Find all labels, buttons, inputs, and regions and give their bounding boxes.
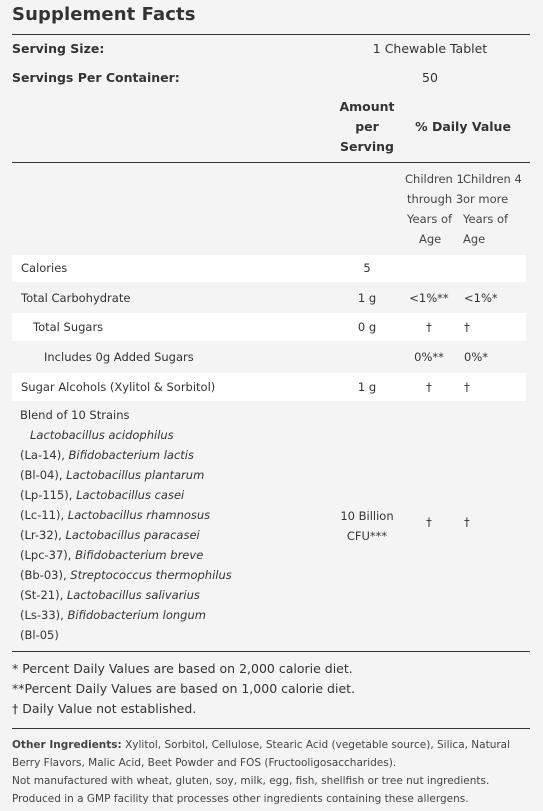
nutrient-amount: 5 xyxy=(363,261,371,275)
dv-children-1-3: <1%** xyxy=(409,291,449,305)
nutrient-row-sugar-alcohols xyxy=(12,373,526,401)
nutrient-label: Total Sugars xyxy=(33,320,104,334)
strain-line: Lactobacillus acidophilus xyxy=(30,428,174,442)
dv-children-1-3: † xyxy=(426,320,432,334)
strain-line: (Lpc-37), Bifidobacterium breve xyxy=(20,548,204,562)
nutrient-label: Sugar Alcohols (Xylitol & Sorbitol) xyxy=(21,380,216,394)
blend-dv-children-4-plus: † xyxy=(464,515,470,529)
strain-line: (Bl-05) xyxy=(20,628,59,642)
strain-line: (Bb-03), Streptococcus thermophilus xyxy=(20,568,232,582)
nutrient-amount: 0 g xyxy=(357,320,377,334)
dv-children-1-3: † xyxy=(426,380,432,394)
serving-size-label: Serving Size: xyxy=(12,41,105,56)
footnote-divider xyxy=(12,651,530,652)
header-divider xyxy=(12,162,530,163)
blend-label: Blend of 10 Strains xyxy=(20,408,130,422)
children-1-3-header: Children 1 through 3 Years of Age xyxy=(405,172,464,246)
blend-amount: 10 Billion CFU*** xyxy=(340,509,394,543)
serving-size-value: 1 Chewable Tablet xyxy=(372,41,488,56)
servings-per-container-label: Servings Per Container: xyxy=(12,70,180,85)
blend-dv-children-1-3: † xyxy=(426,515,432,529)
footnote-2000: * Percent Daily Values are based on 2,000 calorie diet. xyxy=(12,661,353,676)
nutrient-amount: 1 g xyxy=(357,291,377,305)
nutrient-row-total-carbohydrate xyxy=(12,284,526,312)
dv-children-4-plus: † xyxy=(464,320,470,334)
nutrient-row-total-sugars xyxy=(12,313,526,341)
strain-line: (Lr-32), Lactobacillus paracasei xyxy=(20,528,200,542)
nutrient-label: Calories xyxy=(21,261,68,275)
amount-per-serving-header: Amount per Serving xyxy=(339,99,395,154)
footnote-1000: **Percent Daily Values are based on 1,000 calorie diet. xyxy=(12,681,356,696)
nutrient-row-added-sugars xyxy=(12,343,526,371)
servings-per-container-value: 50 xyxy=(422,70,438,85)
nutrient-label: Includes 0g Added Sugars xyxy=(44,350,194,364)
dv-children-4-plus: <1%* xyxy=(464,291,498,305)
page-title: Supplement Facts xyxy=(12,4,196,25)
strain-line: (Lc-11), Lactobacillus rhamnosus xyxy=(20,508,211,522)
strain-line: (La-14), Bifidobacterium lactis xyxy=(20,448,194,462)
allergen-statement: Not manufactured with wheat, gluten, soy, milk, egg, fish, shellfish or tree nut ingredients. Produced in a GMP facility that processes other ingredients containing these allergens. xyxy=(12,775,490,805)
strain-line: (Bl-04), Lactobacillus plantarum xyxy=(20,468,205,482)
dv-children-1-3: 0%** xyxy=(414,350,444,364)
nutrient-label: Total Carbohydrate xyxy=(21,291,131,305)
strain-line: (Ls-33), Bifidobacterium longum xyxy=(20,608,206,622)
strain-line: (St-21), Lactobacillus salivarius xyxy=(20,588,200,602)
strain-line: (Lp-115), Lactobacillus casei xyxy=(20,488,185,502)
children-4-plus-header: Children 4 or more Years of Age xyxy=(463,172,522,246)
daily-value-header: % Daily Value xyxy=(415,119,511,134)
dv-children-4-plus: † xyxy=(464,380,470,394)
other-ingredients xyxy=(12,736,524,772)
probiotic-blend xyxy=(20,405,232,645)
nutrient-row-calories xyxy=(12,255,526,282)
other-ingredients-text: Xylitol, Sorbitol, Cellulose, Stearic Acid (vegetable source), Silica, Natural Berry Flavors, Malic Acid, Beet Powder and FOS (Fructooligosaccharides). xyxy=(12,739,511,769)
other-ingredients-label: Other Ingredients: xyxy=(12,739,122,751)
divider xyxy=(12,34,530,35)
dv-children-4-plus: 0%* xyxy=(464,350,488,364)
footnote-dagger: † Daily Value not established. xyxy=(12,701,197,716)
other-divider xyxy=(12,728,530,729)
nutrient-amount: 1 g xyxy=(357,380,377,394)
